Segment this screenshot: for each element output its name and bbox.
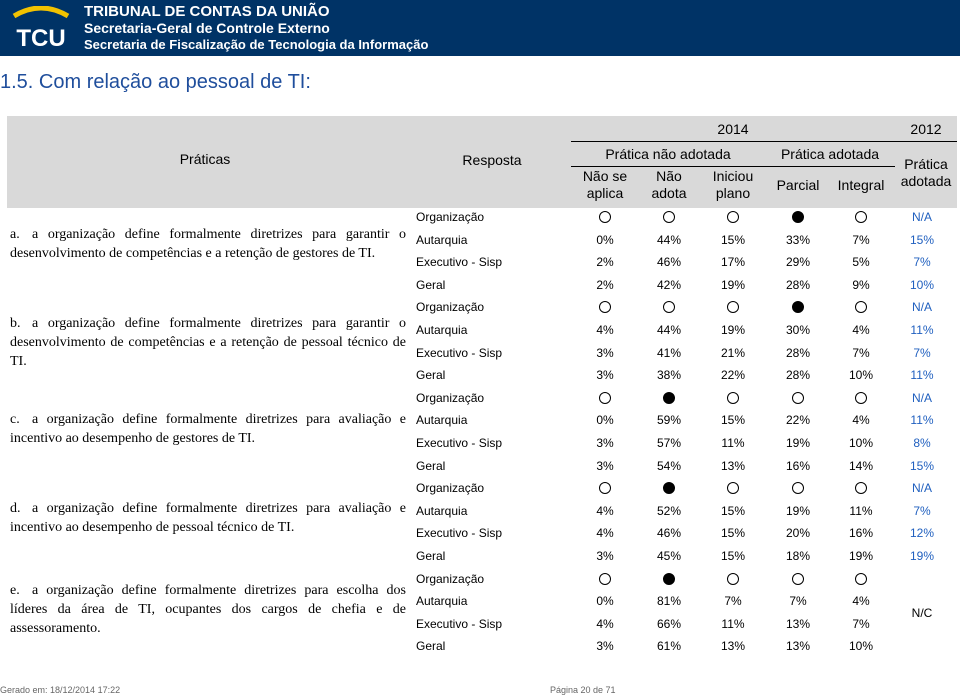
value-cell: 19%: [720, 277, 746, 292]
value-cell: 22%: [720, 368, 746, 383]
value-cell: 22%: [785, 413, 811, 428]
empty-circle-icon: [792, 573, 804, 585]
empty-circle-icon: [663, 301, 675, 313]
value-cell: 4%: [596, 323, 614, 337]
value-2012: 7%: [913, 345, 931, 360]
value-cell: 11%: [721, 436, 745, 450]
empty-circle-icon: [855, 392, 867, 404]
footer-generated: Gerado em: 18/12/2014 17:22: [0, 685, 121, 695]
value-cell: 13%: [785, 616, 811, 631]
empty-circle-icon: [855, 211, 867, 223]
practice-d: [10, 499, 406, 537]
response-label: Organização: [416, 300, 485, 315]
practice-c: [10, 410, 406, 448]
value-cell: 46%: [656, 526, 682, 541]
practice-text: a organização define formalmente diretrizes para garantir o desenvolvimento de competências e a retenção de gestores de TI.: [10, 227, 406, 261]
value-cell: 15%: [720, 503, 746, 518]
value-cell: 44%: [656, 232, 682, 247]
response-label: Organização: [416, 210, 485, 224]
empty-circle-icon: [663, 211, 675, 223]
value-2012: 7%: [913, 255, 931, 270]
empty-circle-icon: [599, 482, 611, 494]
empty-circle-icon: [855, 482, 867, 494]
practice-b: [10, 314, 406, 371]
value-2012: 11%: [910, 368, 934, 383]
value-cell: 7%: [789, 594, 807, 609]
value-cell: 4%: [596, 616, 614, 631]
value-cell: 4%: [852, 594, 870, 609]
empty-circle-icon: [727, 392, 739, 404]
year-2014: 2014: [717, 121, 749, 137]
value-cell: 15%: [720, 549, 746, 563]
response-label: Autarquia: [416, 503, 468, 518]
value-cell: 29%: [785, 255, 811, 270]
empty-circle-icon: [792, 482, 804, 494]
value-cell: 0%: [596, 232, 614, 247]
value-cell: 61%: [656, 639, 682, 654]
value-cell: 7%: [852, 232, 870, 247]
value-cell: 66%: [656, 616, 682, 631]
response-label: Executivo - Sisp: [416, 616, 503, 631]
value-cell: 19%: [720, 323, 746, 337]
value-cell: 9%: [852, 277, 870, 292]
value-cell: 10%: [848, 368, 874, 383]
response-label: Geral: [416, 458, 446, 473]
empty-circle-icon: [599, 211, 611, 223]
value-cell: 16%: [785, 458, 811, 473]
value-2012: 12%: [909, 526, 935, 541]
response-label: Executivo - Sisp: [416, 436, 503, 450]
value-cell: 0%: [596, 594, 614, 609]
value-cell: 21%: [720, 345, 746, 360]
practice-letter: a.: [10, 227, 20, 242]
value-cell: 3%: [596, 549, 614, 563]
department-1: Secretaria-Geral de Controle Externo: [84, 20, 330, 36]
footer-page: Página 20 de 71: [550, 685, 616, 695]
value-cell: 7%: [724, 594, 742, 609]
selected-circle-icon: [792, 301, 804, 313]
value-cell: 19%: [785, 503, 811, 518]
department-2: Secretaria de Fiscalização de Tecnologia da Informação: [84, 37, 429, 52]
value-cell: 45%: [656, 549, 682, 563]
group-nao-adotada: Prática não adotada: [605, 146, 731, 162]
response-label: Organização: [416, 481, 485, 496]
response-label: Geral: [416, 277, 446, 292]
response-label: Organização: [416, 571, 485, 586]
empty-circle-icon: [727, 301, 739, 313]
value-cell: 3%: [596, 345, 614, 360]
response-label: Executivo - Sisp: [416, 526, 503, 541]
value-cell: 11%: [849, 503, 873, 518]
value-cell: 3%: [596, 458, 614, 473]
value-cell: 4%: [596, 503, 614, 518]
value-cell: 3%: [596, 368, 614, 383]
value-cell: 59%: [656, 413, 682, 428]
tcu-logo: [10, 6, 72, 52]
value-cell: 15%: [720, 526, 746, 541]
value-2012: 8%: [913, 436, 931, 450]
value-cell: 44%: [656, 323, 682, 337]
value-cell: 3%: [596, 436, 614, 450]
value-2012: 15%: [909, 458, 935, 473]
value-cell: 7%: [852, 616, 870, 631]
sub-parcial: Parcial: [776, 177, 820, 193]
selected-circle-icon: [663, 392, 675, 404]
practice-text: a organização define formalmente diretrizes para escolha dos líderes da área de TI, ocupantes dos cargos de chefia e de assessoramento.: [10, 583, 406, 636]
response-label: Autarquia: [416, 413, 468, 428]
value-2012: 11%: [910, 323, 934, 337]
empty-circle-icon: [727, 482, 739, 494]
value-cell: 10%: [848, 639, 874, 654]
org-name: TRIBUNAL DE CONTAS DA UNIÃO: [84, 3, 330, 20]
value-2012-merged: N/C: [911, 605, 933, 620]
response-label: Executivo - Sisp: [416, 255, 503, 270]
value-2012: 10%: [909, 277, 935, 292]
response-label: Geral: [416, 549, 446, 563]
practice-letter: d.: [10, 501, 21, 516]
response-label: Autarquia: [416, 232, 468, 247]
practice-a: [10, 225, 406, 263]
response-label: Organização: [416, 390, 485, 405]
value-cell: 11%: [721, 616, 745, 631]
value-2012: N/A: [911, 390, 932, 405]
col-praticas: Práticas: [179, 151, 231, 167]
empty-circle-icon: [855, 573, 867, 585]
value-2012: 7%: [913, 503, 931, 518]
value-cell: 52%: [656, 503, 682, 518]
empty-circle-icon: [599, 301, 611, 313]
practice-text: a organização define formalmente diretrizes para avaliação e incentivo ao desempenho de pessoal técnico de TI.: [10, 501, 406, 535]
header-divider-2: [571, 166, 895, 167]
value-cell: 10%: [848, 436, 874, 450]
col-2012-pratica-adotada: Prática adotada: [900, 156, 952, 189]
value-cell: 0%: [596, 413, 614, 428]
value-cell: 17%: [720, 255, 746, 270]
value-cell: 28%: [785, 368, 811, 383]
value-cell: 13%: [720, 458, 746, 473]
value-2012: N/A: [911, 210, 932, 224]
value-cell: 4%: [596, 526, 614, 541]
selected-circle-icon: [792, 211, 804, 223]
selected-circle-icon: [663, 482, 675, 494]
value-cell: 4%: [852, 323, 870, 337]
value-cell: 19%: [785, 436, 811, 450]
value-cell: 33%: [785, 232, 811, 247]
value-2012: 11%: [910, 413, 934, 428]
value-cell: 2%: [596, 255, 614, 270]
sub-integral: Integral: [837, 177, 885, 193]
value-cell: 19%: [848, 549, 874, 563]
value-cell: 2%: [596, 277, 614, 292]
practice-letter: b.: [10, 316, 21, 331]
section-title: 1.5. Com relação ao pessoal de TI:: [0, 71, 311, 93]
value-cell: 38%: [656, 368, 682, 383]
col-resposta: Resposta: [462, 152, 522, 168]
empty-circle-icon: [855, 301, 867, 313]
empty-circle-icon: [599, 573, 611, 585]
value-cell: 4%: [852, 413, 870, 428]
value-cell: 15%: [720, 232, 746, 247]
practice-e: [10, 581, 406, 638]
value-cell: 15%: [720, 413, 746, 428]
value-2012: 19%: [909, 549, 935, 563]
value-cell: 41%: [656, 345, 682, 360]
value-cell: 28%: [785, 277, 811, 292]
practice-text: a organização define formalmente diretrizes para garantir o desenvolvimento de competências e a retenção de pessoal técnico de TI.: [10, 316, 406, 369]
selected-circle-icon: [663, 573, 675, 585]
practice-letter: e.: [10, 583, 20, 598]
sub-iniciou-plano: Iniciou plano: [712, 168, 754, 201]
response-label: Geral: [416, 639, 446, 654]
empty-circle-icon: [727, 211, 739, 223]
value-cell: 13%: [720, 639, 746, 654]
value-cell: 20%: [785, 526, 811, 541]
value-cell: 5%: [852, 255, 870, 270]
empty-circle-icon: [599, 392, 611, 404]
sub-nao-adota: Não adota: [651, 168, 687, 201]
logo-text: TCU: [16, 25, 66, 52]
practice-letter: c.: [10, 412, 20, 427]
value-cell: 30%: [785, 323, 811, 337]
year-2012: 2012: [910, 121, 942, 137]
value-cell: 14%: [848, 458, 874, 473]
group-adotada: Prática adotada: [780, 146, 880, 162]
value-cell: 13%: [785, 639, 811, 654]
practice-text: a organização define formalmente diretrizes para avaliação e incentivo ao desempenho de gestores de TI.: [10, 412, 406, 446]
value-cell: 7%: [852, 345, 870, 360]
response-label: Geral: [416, 368, 446, 383]
value-cell: 28%: [785, 345, 811, 360]
empty-circle-icon: [727, 573, 739, 585]
sub-nao-se-aplica: Não se aplica: [582, 168, 628, 201]
response-label: Autarquia: [416, 594, 468, 609]
value-cell: 81%: [656, 594, 682, 609]
value-cell: 3%: [596, 639, 614, 654]
empty-circle-icon: [792, 392, 804, 404]
header-divider-1: [571, 141, 957, 142]
value-cell: 18%: [785, 549, 811, 563]
value-cell: 42%: [656, 277, 682, 292]
value-cell: 54%: [656, 458, 682, 473]
value-2012: 15%: [909, 232, 935, 247]
value-cell: 46%: [656, 255, 682, 270]
value-2012: N/A: [911, 300, 932, 315]
value-cell: 57%: [656, 436, 682, 450]
page-header: [0, 0, 960, 56]
value-2012: N/A: [911, 481, 932, 496]
value-cell: 16%: [848, 526, 874, 541]
response-label: Autarquia: [416, 323, 468, 337]
response-label: Executivo - Sisp: [416, 345, 503, 360]
